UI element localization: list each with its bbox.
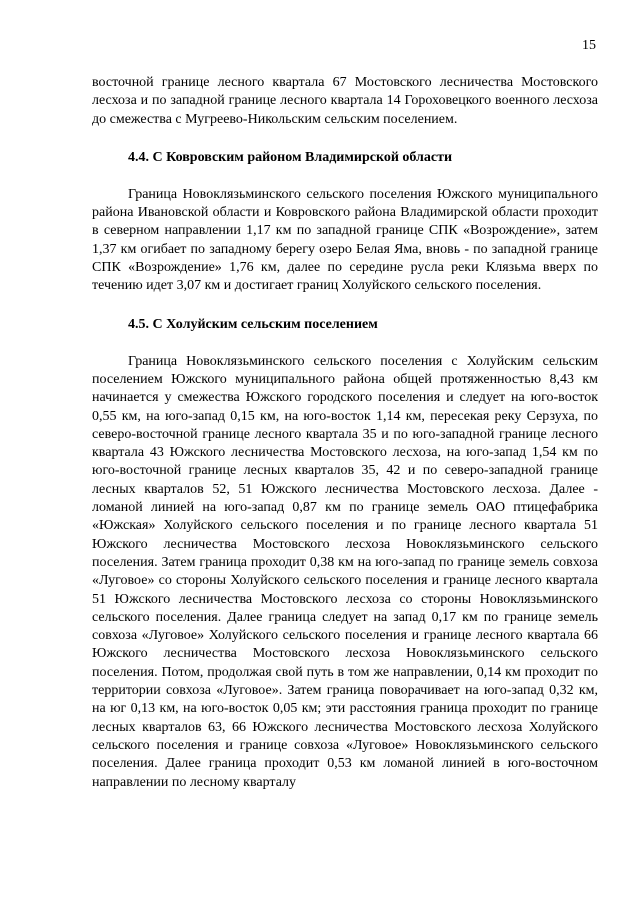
document-body	[92, 74, 598, 792]
paragraph-continuation: восточной границе лесного квартала 67 Мостовского лесничества Мостовского лесхоза и по западной границе лесного квартала 14 Гороховецкого военного лесхоза до смежества с Мугреево-Никольским сельским поселением.	[92, 75, 598, 127]
page-number: 15	[582, 38, 596, 53]
section-text-kovrov: Граница Новоклязьминского сельского поселения Южского муниципального района Ивановской области и Ковровского района Владимирской области проходит в северном направлении 1,17 км по западной границе СПК «Возрождение», затем 1,37 км огибает по западному берегу озеро Белая Яма, вновь - по западной границе СПК «Возрождение» 1,76 км, далее по середине русла реки Клязьма вверх по течению идет 3,07 км и достигает границ Холуйского сельского поселения.	[92, 186, 598, 294]
section-text-kholuy: Граница Новоклязьминского сельского поселения с Холуйским сельским поселением Южского муниципального района общей протяженностью 8,43 км начинается у смежества Южского городского поселения и следует на юго-восток 0,55 км, на юго-запад 0,15 км, на юго-восток 1,14 км, пересекая реку Серзуха, по северо-восточной границе лесного квартала 35 и по юго-западной границе лесного квартала 43 Южского лесничества Мостовского лесхоза, на юго-запад 1,54 км по юго-восточной границе лесных кварталов 35, 42 и по северо-западной границе лесных кварталов 52, 51 Южского лесничества Мостовского лесхоза. Далее - ломаной линией на юго-запад 0,87 км по границе земель ОАО птицефабрика «Южская» Холуйского сельского поселения и по границе лесного квартала 51 Южского лесничества Мостовского лесхоза Новоклязьминского сельского поселения. Затем граница проходит 0,38 км на юго-запад по границе земель совхоза «Луговое» со стороны Холуйского сельского поселения и границе лесного квартала 51 Южского лесничества Мостовского лесхоза со стороны Новоклязьминского сельского поселения. Далее граница следует на запад 0,17 км по границе земель совхоза «Луговое» Холуйского сельского поселения и границе лесного квартала 66 Южского лесничества Мостовского лесхоза Новоклязьминского сельского поселения. Потом, продолжая свой путь в том же направлении, 0,14 км проходит по территории совхоза «Луговое». Затем граница поворачивает на юго-запад 0,32 км, на юг 0,13 км, на юго-восток 0,05 км; эти расстояния граница проходит по границе лесных кварталов 63, 66 Южского лесничества Мостовского лесхоза Холуйского сельского поселения и границе совхоза «Луговое» Новоклязьминского сельского поселения. Далее граница проходит 0,53 км ломаной линией в юго-восточном направлении по лесному кварталу	[92, 353, 598, 790]
section-heading-kholuy: 4.5. С Холуйским сельским поселением	[128, 316, 378, 332]
section-heading-kovrov: 4.4. С Ковровским районом Владимирской области	[128, 149, 453, 165]
